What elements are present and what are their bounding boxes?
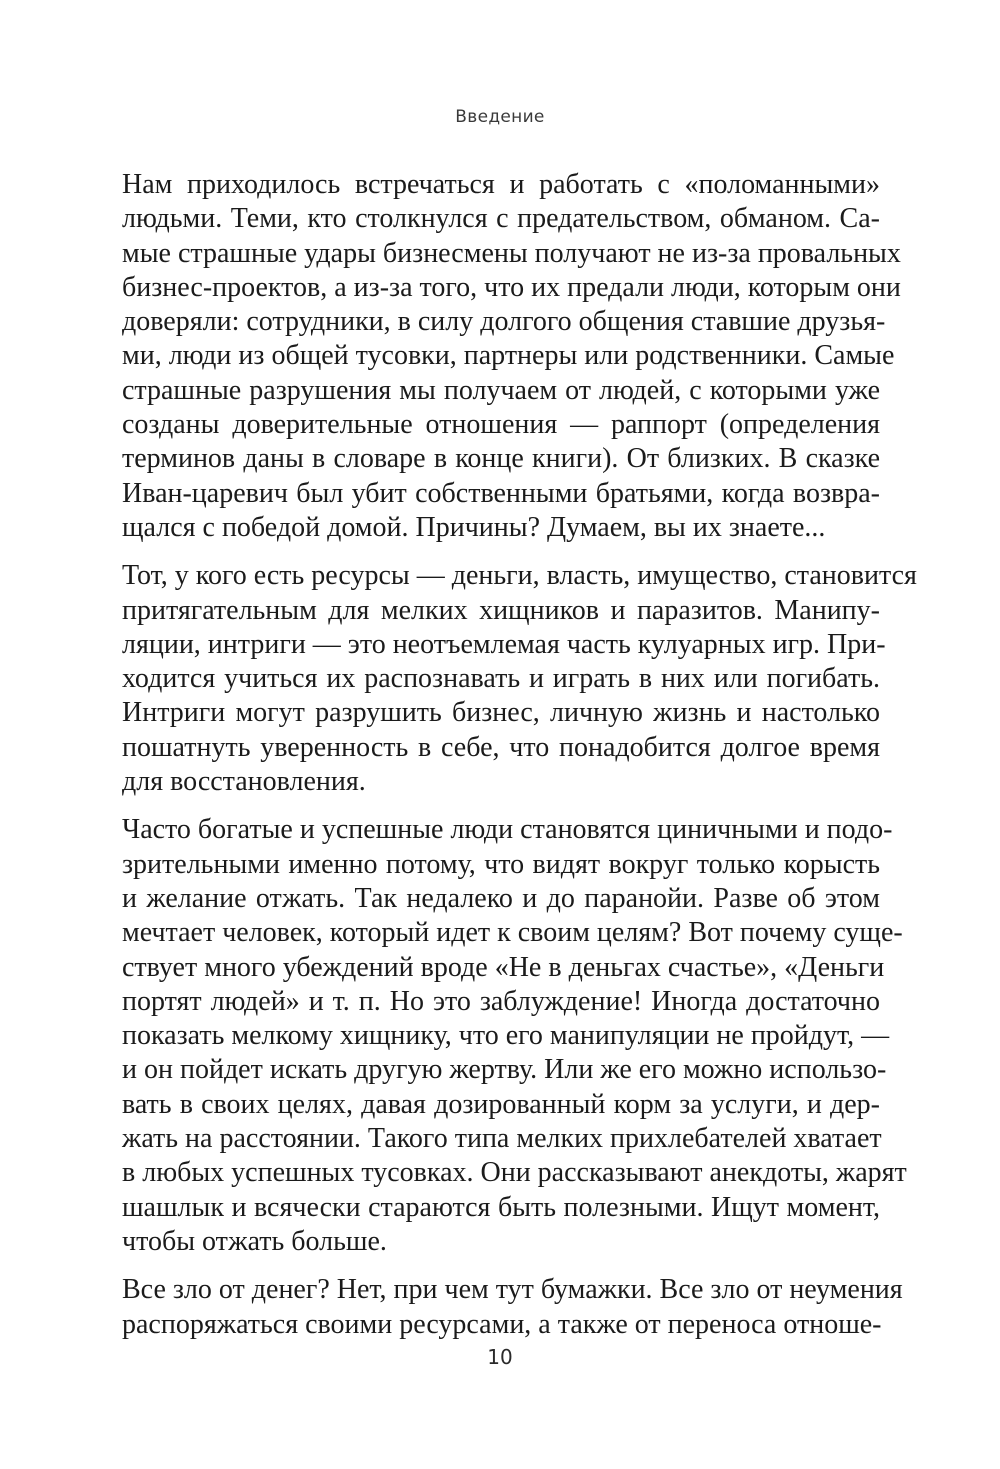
text-line: ходится учиться их распознавать и играть в них или погибать. (122, 663, 880, 695)
paragraph-4 (122, 1273, 903, 1342)
text-line: Интриги могут разрушить бизнес, личную жизнь и настолько (122, 697, 880, 729)
paragraph-3 (122, 813, 907, 1259)
text-line: жать на расстоянии. Такого типа мелких прихлебателей хватает (122, 1123, 882, 1155)
page-number: 10 (487, 1345, 513, 1369)
text-line: и он пойдет искать другую жертву. Или же его можно использо- (122, 1054, 887, 1086)
paragraph-2 (122, 559, 917, 799)
text-line: мечтает человек, который идет к своим целям? Вот почему суще- (122, 917, 903, 949)
text-line: страшные разрушения мы получаем от людей, с которыми уже (122, 374, 880, 406)
text-line: показать мелкому хищнику, что его манипуляции не пройдут, — (122, 1020, 890, 1052)
text-line: терминов даны в словаре в конце книги). От близких. В сказке (122, 443, 880, 475)
text-line: чтобы отжать больше. (122, 1225, 387, 1257)
text-line: Иван-царевич был убит собственными братьями, когда возвра- (122, 477, 880, 509)
text-line: в любых успешных тусовках. Они рассказывают анекдоты, жарят (122, 1157, 907, 1189)
text-line: пошатнуть уверенность в себе, что понадобится долгое время (122, 731, 880, 763)
text-line: притягательным для мелких хищников и паразитов. Манипу- (122, 594, 880, 626)
text-line: для восстановления. (122, 766, 366, 798)
text-line: шашлык и всячески стараются быть полезными. Ищут момент, (122, 1191, 880, 1223)
text-line: мые страшные удары бизнесмены получают не из-за провальных (122, 237, 901, 269)
text-line: ми, люди из общей тусовки, партнеры или родственники. Самые (122, 340, 895, 372)
text-line: созданы доверительные отношения — раппорт (определения (122, 409, 880, 441)
text-line: бизнес-проектов, а из-за того, что их предали люди, которым они (122, 271, 901, 303)
running-head: Введение (455, 107, 545, 127)
text-line: распоряжаться своими ресурсами, а также от переноса отноше- (122, 1308, 882, 1340)
text-line: Тот, у кого есть ресурсы — деньги, власть, имущество, становится (122, 560, 917, 592)
body-text (122, 168, 917, 1356)
text-line: Нам приходилось встречаться и работать с «поломанными» (122, 169, 880, 200)
text-line: ляции, интриги — это неотъемлемая часть кулуарных игр. При- (122, 628, 886, 660)
text-line: людьми. Теми, кто столкнулся с предательством, обманом. Са- (122, 203, 880, 235)
text-line: зрительными именно потому, что видят вокруг только корысть (122, 848, 880, 880)
text-line: доверяли: сотрудники, в силу долгого общения ставшие друзья- (122, 306, 886, 338)
text-line: щался с победой домой. Причины? Думаем, вы их знаете... (122, 511, 826, 543)
text-line: Все зло от денег? Нет, при чем тут бумажки. Все зло от неумения (122, 1274, 903, 1306)
text-line: вать в своих целях, давая дозированный корм за услуги, и дер- (122, 1088, 880, 1120)
text-line: и желание отжать. Так недалеко и до паранойи. Разве об этом (122, 882, 880, 914)
text-line: ствует много убеждений вроде «Не в деньгах счастье», «Деньги (122, 951, 885, 983)
text-line: Часто богатые и успешные люди становятся циничными и подо- (122, 814, 893, 846)
text-line: портят людей» и т. п. Но это заблуждение! Иногда достаточно (122, 985, 880, 1017)
paragraph-1 (122, 168, 901, 545)
